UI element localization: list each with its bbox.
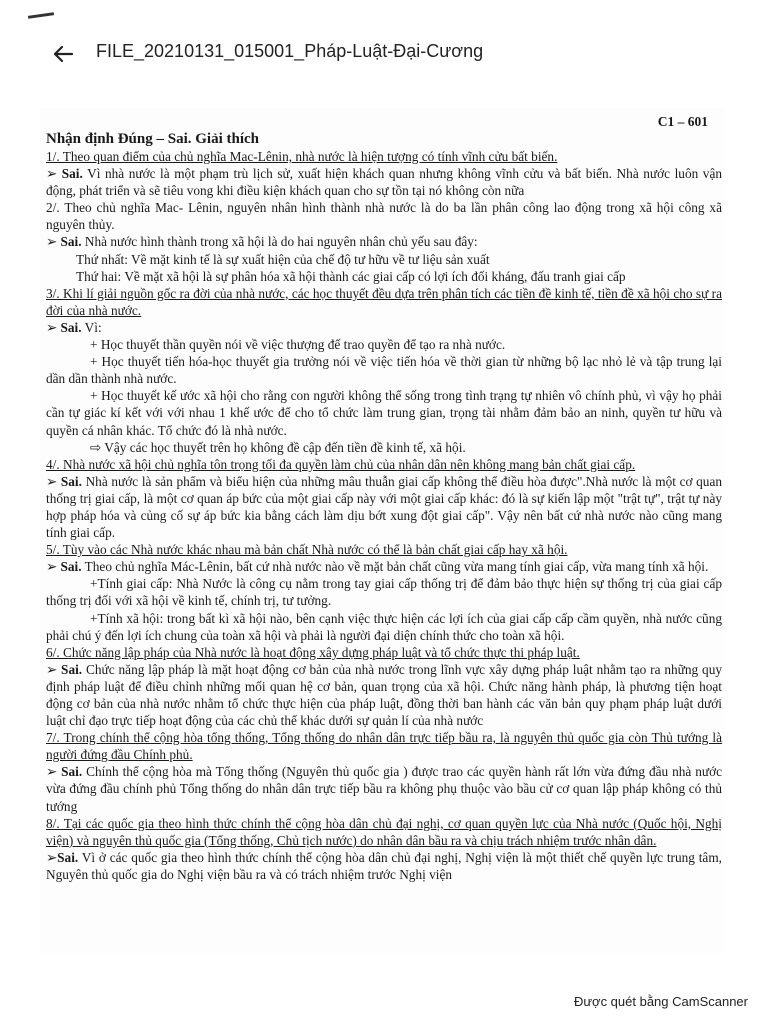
arrow-bullet-icon: ➢ (46, 234, 58, 250)
sai-label: Sai. (61, 166, 83, 182)
answer-3-text: Vì: (84, 319, 102, 335)
sai-label: Sai. (60, 559, 82, 575)
question-6: 6/. Chức năng lập pháp của Nhà nước là hoạt động xây dựng pháp luật và tổ chức thực thi pháp luật. (46, 644, 580, 660)
answer-5-text: Theo chủ nghĩa Mác-Lênin, bất cứ nhà nước nào về mặt bản chất cũng vừa mang tính giai cấp, vừa mang tính xã hội. (84, 559, 709, 575)
document-title: Nhận định Đúng – Sai. Giải thích (46, 131, 259, 147)
arrow-bullet-icon: ➢ (46, 661, 58, 677)
answer-3 (46, 319, 722, 336)
question-8: 8/. Tại các quốc gia theo hình thức chính thể cộng hòa dân chủ đại nghị, cơ quan quyền lực của Nhà nước (Quốc hội, Nghị viện) và nguyên thủ quốc gia (Tổng thống, Chủ tịch nước) do nhân dân bầu ra và chịu trách nhiệm trước nhân dân. (46, 815, 722, 848)
arrow-bullet-icon: ➢ (46, 473, 58, 489)
answer-2-text: Nhà nước hình thành trong xã hội là do hai nguyên nhân chủ yếu sau đây: (84, 234, 478, 250)
answer-8 (46, 849, 722, 883)
document-code: C1 – 601 (657, 114, 708, 129)
question-2: 2/. Theo chủ nghĩa Mac- Lênin, nguyên nhân hình thành nhà nước là do ba lần phân công lao động trong xã hội công xã nguyên thủy. (46, 200, 722, 233)
answer-3-point-2: + Học thuyết tiến hóa-học thuyết gia trưởng nói về việc tiến hóa về thời gian từ những bộ lạc nhỏ lẻ và tập trung lại dần dần thành nhà nước. (46, 354, 722, 387)
answer-7-text: Chính thể cộng hòa mà Tổng thống (Nguyên thủ quốc gia ) được trao các quyền hành rất lớn vừa đứng đầu nhà nước vừa đứng đầu chính phủ Tổng thống do nhân dân trực tiếp bầu ra không phụ thuộc vào bầu cử cơ quan lập pháp không có thủ tướng (46, 764, 723, 814)
sai-label: Sai. (60, 473, 82, 489)
arrow-bullet-icon: ➢ (46, 764, 58, 780)
sai-label: Sai. (61, 661, 83, 677)
answer-3-point-1: + Học thuyết thần quyền nói về việc thượng đế trao quyền để tạo ra nhà nước. (90, 337, 506, 353)
arrow-bullet-icon: ➢ (46, 849, 58, 865)
document-content (46, 130, 722, 883)
file-title: FILE_20210131_015001_Pháp-Luật-Đại-Cương (96, 41, 484, 61)
answer-1-text: Vì nhà nước là một phạm trù lịch sử, xuất hiện khách quan nhưng không vĩnh cửu và bất biến. Nhà nước luôn vận động, phát triển và sẽ tiêu vong khi điều kiện khách quan cho sự tồn tại nó không còn nữa (46, 166, 723, 199)
arrow-left-icon (50, 42, 76, 66)
answer-4 (46, 473, 722, 541)
answer-2 (46, 233, 722, 250)
scanner-watermark: Được quét bằng CamScanner (573, 994, 748, 1009)
question-1: 1/. Theo quan điểm của chủ nghĩa Mac-Lênin, nhà nước là hiện tượng có tính vĩnh cửu bất biến. (46, 149, 558, 164)
sai-label: Sai. (57, 849, 79, 865)
arrow-bullet-icon: ➢ (46, 319, 58, 335)
answer-5-point-2: +Tính xã hội: trong bất kì xã hội nào, bên cạnh việc thực hiện các lợi ích của giai cấp cấp cầm quyền, nhà nước cũng phải chú ý đến lợi ích chung của toàn xã hội và phải là người đại diện chính thức cho toàn xã hội. (46, 610, 722, 643)
sai-label: Sai. (61, 764, 83, 780)
sai-label: Sai. (60, 234, 82, 250)
answer-8-text: Vì ở các quốc gia theo hình thức chính thể cộng hòa dân chủ đại nghị, Nghị viện là một thiết chế quyền lực trung tâm, Nguyên thủ quốc gia do Nghị viện bầu ra và có trách nhiệm trước Nghị viện (46, 849, 722, 882)
top-bar (0, 30, 768, 78)
question-5: 5/. Tùy vào các Nhà nước khác nhau mà bản chất Nhà nước có thể là bản chất giai cấp hay xã hội. (46, 542, 568, 558)
answer-6-text: Chức năng lập pháp là mặt hoạt động cơ bản của nhà nước trong lĩnh vực xây dựng pháp luật nhằm tạo ra những quy định pháp luật để điều chỉnh những mối quan hệ cơ bản, quan trọng của xã hội. Chức năng hành pháp, là phương tiện hoạt động cơ bản của nhà nước nhằm tổ chức thực hiện của pháp luật, đồng thời ban hành các văn bản quy phạm pháp luật dưới luật chỉ đạo trực tiếp hoạt động của các chủ thể khác dưới sự quản lí của nhà nước (46, 661, 722, 729)
answer-5 (46, 558, 722, 575)
answer-3-conclusion: ⇨ Vậy các học thuyết trên họ không đề cập đến tiền đề kinh tế, xã hội. (90, 439, 466, 455)
question-7: 7/. Trong chính thể cộng hòa tổng thống, Tổng thống do nhân dân trực tiếp bầu ra, là nguyên thủ quốc gia còn Thủ tướng là người đứng đầu Chính phủ. (46, 730, 722, 763)
question-3: 3/. Khi lí giải nguồn gốc ra đời của nhà nước, các học thuyết đều dựa trên phân tích các tiền đề kinh tế, tiền đề xã hội cho sự ra đời của nhà nước. (46, 285, 722, 318)
status-mark (28, 12, 54, 19)
sai-label: Sai. (60, 319, 82, 335)
answer-2-point-1: Thứ nhất: Về mặt kinh tế là sự xuất hiện của chế độ tư hữu về tư liệu sản xuất (76, 251, 490, 267)
answer-4-text: Nhà nước là sản phẩm và biểu hiện của những mâu thuẫn giai cấp không thể điều hòa được".Nhà nước là một cơ quan thống trị giai cấp, là một cơ quan áp bức của một giai cấp này với một giai cấp khác: đó là sự kiến lập một "trật tự", trật tự này hợp pháp hóa và củng cố sự áp bức kia bằng cách làm dịu bớt xung đột giai cấp". Vậy nên bất cứ nhà nước nào cũng mang tính giai cấp. (46, 473, 723, 541)
answer-2-point-2: Thứ hai: Về mặt xã hội là sự phân hóa xã hội thành các giai cấp có lợi ích đối kháng, đấu tranh giai cấp (76, 268, 626, 284)
answer-1 (46, 165, 722, 199)
arrow-bullet-icon: ➢ (46, 166, 58, 182)
back-button[interactable] (50, 42, 76, 66)
question-4: 4/. Nhà nước xã hội chủ nghĩa tôn trọng tối đa quyền làm chủ của nhân dân nên không mang bản chất giai cấp. (46, 456, 636, 472)
answer-7 (46, 763, 722, 814)
answer-3-point-3: + Học thuyết kế ước xã hội cho rằng con người không thể sống trong tình trạng tự nhiên vô chính phủ, vì vậy họ phải cần tự giác kí kết với với nhau 1 khế ước để cho tổ chức làm trung gian, trọng tài nhằm đảm bảo an ninh, quyền tư hữu và quyền cá nhân khác. Tổ chức đó là nhà nước. (46, 388, 722, 438)
answer-5-point-1: +Tính giai cấp: Nhà Nước là công cụ nằm trong tay giai cấp thống trị để đảm bảo thực hiện sự thống trị của giai cấp thống trị đối với xã hội về kinh tế, chính trị, tư tưởng. (46, 576, 722, 609)
document-page[interactable] (40, 108, 724, 953)
arrow-bullet-icon: ➢ (46, 559, 58, 575)
answer-6 (46, 661, 722, 729)
